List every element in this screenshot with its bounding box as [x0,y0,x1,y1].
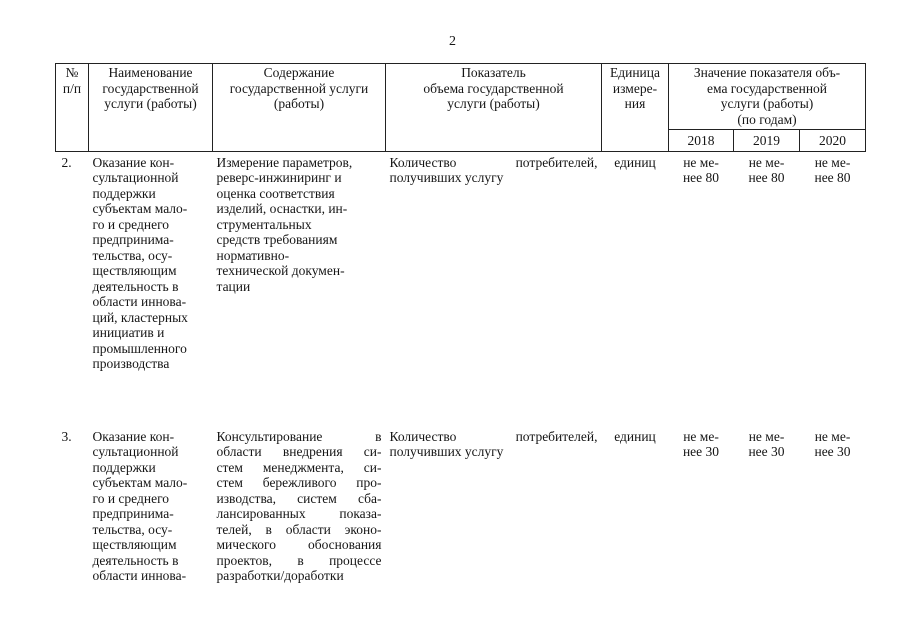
indicator-cell: Количество потребителей, получивших услугу [389,154,598,185]
header-volume-indicator: Показатель объема государственной услуги (работы) [386,64,602,152]
value-2020-cell: не ме- нее 80 [814,154,851,185]
table-row [56,151,866,428]
service-name-cell: Оказание кон- сультационной поддержки субъектам мало- го и среднего предпринима- тельства, осу- ществляющим деятельность в области иннова- [92,428,188,583]
value-2019-cell: не ме- нее 30 [748,428,785,459]
row-number: 3. [61,428,72,444]
header-service-content: Содержание государственной услуги (работы) [213,64,386,152]
header-unit: Единица измере- ния [602,64,669,152]
service-content-cell: Измерение параметров, реверс-инжиниринг и оценка соответствия изделий, оснастки, ин- струментальных средств требованиям нормативно- технической докумен- тации [216,154,353,294]
header-service-name: Наименование государственной услуги (работы) [89,64,213,152]
service-name-cell: Оказание кон- сультационной поддержки субъектам мало- го и среднего предпринима- тельства, осу- ществляющим деятельность в области иннова- ций, кластерных инициатив и промышленного производства [92,154,188,371]
unit-cell: единиц [614,428,656,444]
page-number: 2 [449,34,456,49]
unit-cell: единиц [614,154,656,170]
table-row [56,428,866,584]
header-year-2020: 2020 [800,130,866,152]
header-year-2019: 2019 [734,130,800,152]
value-2018-cell: не ме- нее 80 [682,154,720,185]
value-2020-cell: не ме- нее 30 [814,428,851,459]
value-2018-cell: не ме- нее 30 [682,428,720,459]
services-table [55,63,866,584]
value-2019-cell: не ме- нее 80 [748,154,785,185]
row-number: 2. [61,154,72,170]
table-header [56,64,866,152]
header-indicator-value: Значение показателя объ- ема государственной услуги (работы) (по годам) [669,64,866,130]
indicator-cell: Количество потребителей, получивших услугу [389,428,598,459]
service-content-cell: Консультирование в области внедрения си- стем менеджмента, си- стем бережливого про- изводства, систем сба- лансированных показа- телей, в области эконо- мического обоснования проектов, в процессе разработки/доработки [216,428,382,583]
header-number: № п/п [56,64,89,152]
header-year-2018: 2018 [669,130,734,152]
